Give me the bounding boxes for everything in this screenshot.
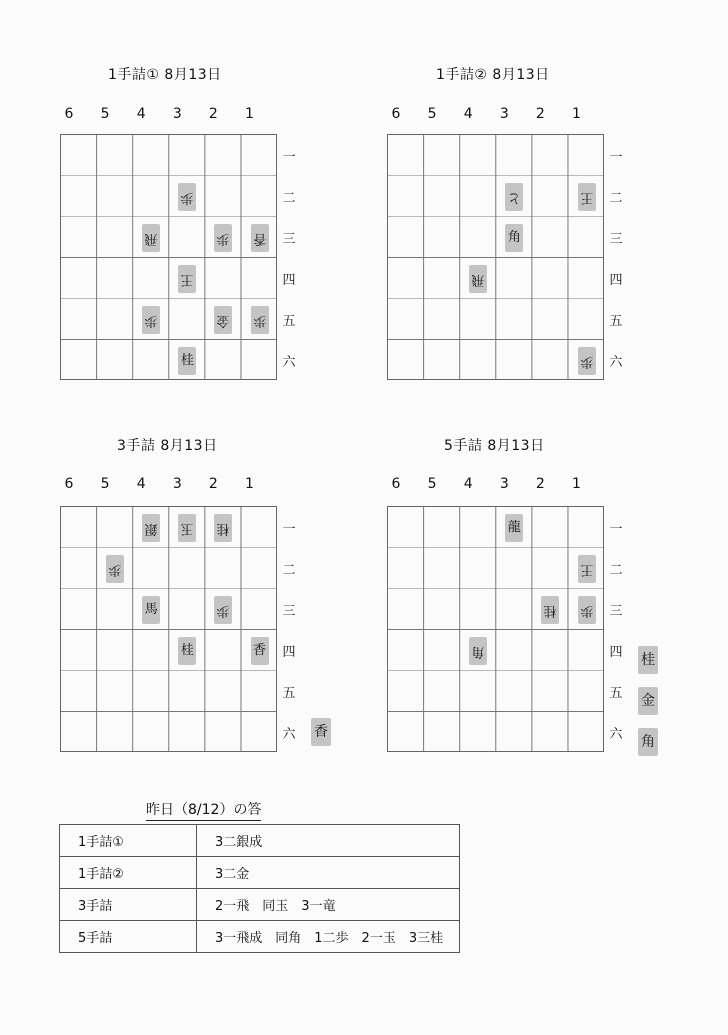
shogi-piece: 飛 [142, 224, 160, 252]
answer-value: 3一飛成 同角 1二歩 2一玉 3三桂 [197, 921, 460, 953]
problem-4-board [387, 506, 604, 752]
problem-3-pieces-in-hand [309, 718, 333, 758]
column-number: 2 [535, 476, 545, 492]
answer-label: 3手詰 [60, 889, 197, 921]
answer-value: 2一飛 同玉 3一竜 [197, 889, 460, 921]
column-number: 3 [499, 476, 509, 492]
row-number: 三 [282, 604, 296, 619]
column-number: 4 [463, 476, 473, 492]
row-number: 一 [609, 150, 623, 165]
shogi-piece: 桂 [178, 637, 196, 665]
shogi-piece: 龍 [505, 514, 523, 542]
shogi-piece: 金 [214, 306, 232, 334]
answers-heading [146, 799, 261, 821]
row-number: 六 [282, 355, 296, 370]
shogi-piece: 香 [251, 224, 269, 252]
problem-1-board [60, 134, 277, 380]
column-number: 6 [64, 476, 74, 492]
problem-3-title: 3手詰 8月13日 [117, 438, 218, 454]
problem-4-pieces-in-hand [636, 646, 660, 756]
row-number: 五 [609, 686, 623, 701]
problem-2-title: 1手詰② 8月13日 [436, 67, 550, 83]
row-number: 一 [282, 150, 296, 165]
shogi-piece: 歩 [251, 306, 269, 334]
row-number: 六 [282, 727, 296, 742]
hand-piece: 桂 [638, 646, 658, 674]
problem-2-board [387, 134, 604, 380]
row-number: 二 [282, 191, 296, 206]
column-number: 2 [535, 106, 545, 122]
row-number: 三 [609, 232, 623, 247]
column-number: 3 [499, 106, 509, 122]
shogi-piece: 香 [251, 637, 269, 665]
answer-label: 1手詰② [60, 857, 197, 889]
table-row [60, 857, 460, 889]
column-number: 6 [64, 106, 74, 122]
hand-piece: 角 [638, 728, 658, 756]
column-number: 4 [136, 476, 146, 492]
row-number: 五 [282, 686, 296, 701]
hand-piece: 金 [638, 687, 658, 715]
shogi-piece: 桂 [541, 596, 559, 624]
problem-4-column-numbers [378, 476, 598, 496]
shogi-piece: 角 [469, 637, 487, 665]
problem-4-title: 5手詰 8月13日 [444, 438, 545, 454]
problem-3-board [60, 506, 277, 752]
shogi-piece: 歩 [214, 224, 232, 252]
row-number: 四 [609, 645, 623, 660]
shogi-piece: 桂 [178, 347, 196, 375]
row-number: 四 [609, 273, 623, 288]
column-number: 5 [427, 106, 437, 122]
shogi-piece: 歩 [578, 347, 596, 375]
answer-label: 1手詰① [60, 825, 197, 857]
column-number: 5 [100, 476, 110, 492]
column-number: 2 [208, 476, 218, 492]
row-number: 三 [609, 604, 623, 619]
shogi-piece: 歩 [578, 596, 596, 624]
column-number: 6 [391, 476, 401, 492]
shogi-piece: 王 [578, 183, 596, 211]
problem-1-column-numbers [51, 106, 271, 126]
shogi-piece: 歩 [142, 306, 160, 334]
shogi-piece: 角 [505, 224, 523, 252]
problem-1-row-numbers [281, 134, 297, 384]
row-number: 二 [609, 191, 623, 206]
shogi-piece: 歩 [178, 183, 196, 211]
row-number: 四 [282, 273, 296, 288]
shogi-piece: 桂 [214, 514, 232, 542]
column-number: 1 [245, 476, 254, 492]
shogi-piece: 王 [178, 265, 196, 293]
shogi-piece: と [505, 183, 523, 211]
shogi-piece: 銀 [142, 514, 160, 542]
answer-value: 3二銀成 [197, 825, 460, 857]
shogi-piece: 王 [578, 555, 596, 583]
row-number: 六 [609, 355, 623, 370]
shogi-piece: 飛 [469, 265, 487, 293]
column-number: 1 [572, 476, 581, 492]
answer-label: 5手詰 [60, 921, 197, 953]
row-number: 四 [282, 645, 296, 660]
row-number: 二 [609, 563, 623, 578]
row-number: 一 [282, 522, 296, 537]
column-number: 4 [136, 106, 146, 122]
answers-table [59, 824, 460, 953]
answer-value: 3二金 [197, 857, 460, 889]
row-number: 二 [282, 563, 296, 578]
answers-heading-underline [146, 820, 261, 821]
column-number: 6 [391, 106, 401, 122]
shogi-piece: 馬 [142, 596, 160, 624]
column-number: 3 [172, 476, 182, 492]
row-number: 五 [282, 314, 296, 329]
column-number: 3 [172, 106, 182, 122]
row-number: 五 [609, 314, 623, 329]
problem-3-column-numbers [51, 476, 271, 496]
shogi-piece: 歩 [214, 596, 232, 624]
problem-1-title: 1手詰① 8月13日 [108, 67, 222, 83]
shogi-piece: 歩 [106, 555, 124, 583]
hand-piece: 香 [311, 718, 331, 746]
problem-2-column-numbers [378, 106, 598, 126]
table-row [60, 825, 460, 857]
shogi-piece: 玉 [178, 514, 196, 542]
problem-3-row-numbers [281, 506, 297, 756]
row-number: 一 [609, 522, 623, 537]
column-number: 5 [427, 476, 437, 492]
problem-4-row-numbers [608, 506, 624, 756]
table-row [60, 889, 460, 921]
row-number: 六 [609, 727, 623, 742]
column-number: 2 [208, 106, 218, 122]
column-number: 1 [572, 106, 581, 122]
row-number: 三 [282, 232, 296, 247]
column-number: 4 [463, 106, 473, 122]
answers-heading-text: 昨日（8/12）の答 [146, 802, 262, 818]
column-number: 5 [100, 106, 110, 122]
table-row [60, 921, 460, 953]
column-number: 1 [245, 106, 254, 122]
problem-2-row-numbers [608, 134, 624, 384]
